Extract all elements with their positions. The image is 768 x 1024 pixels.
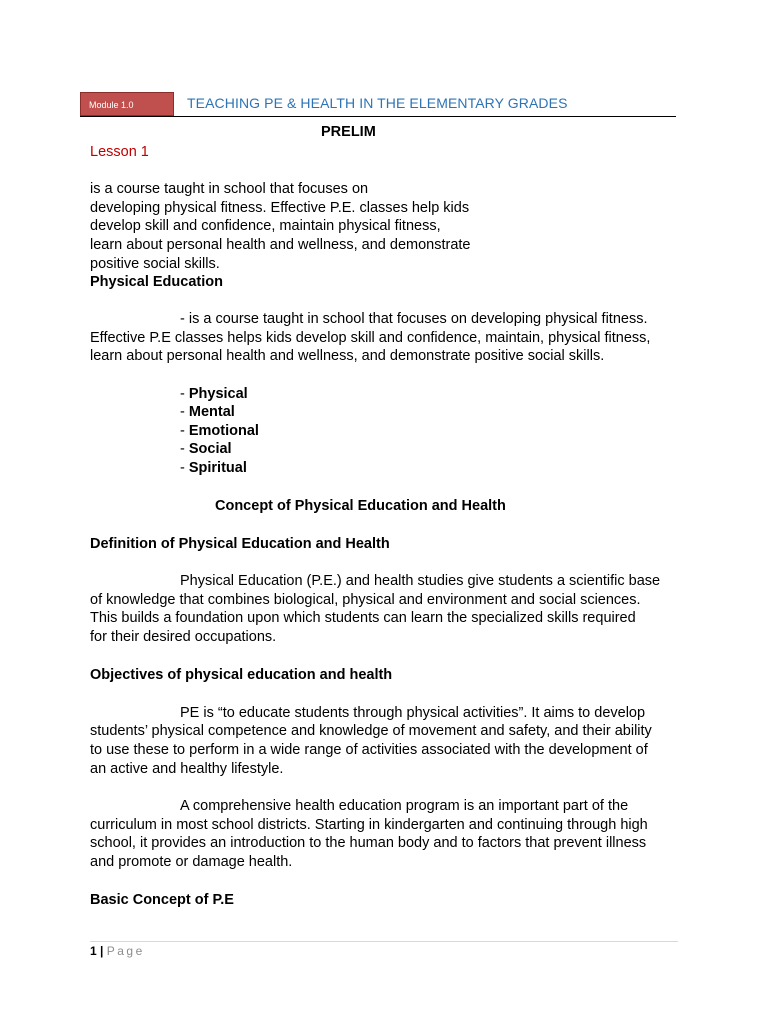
pe-def-line: learn about personal health and wellness, and demonstrate positive social skills.: [90, 348, 605, 364]
objectives-line: school, it provides an introduction to the human body and to factors that prevent illness: [90, 835, 647, 851]
page-number: 1: [90, 944, 97, 958]
page-header: [80, 92, 676, 118]
list-item: - Emotional: [180, 423, 259, 439]
intro-line: develop skill and confidence, maintain physical fitness,: [90, 218, 441, 234]
pe-def-line: Effective P.E classes helps kids develop skill and confidence, maintain, physical fitness,: [90, 330, 651, 346]
definition-line: Physical Education (P.E.) and health studies give students a scientific base: [180, 573, 661, 589]
definition-line: This builds a foundation upon which students can learn the specialized skills required: [90, 610, 636, 626]
intro-line: learn about personal health and wellness, and demonstrate: [90, 237, 471, 253]
definition-line: of knowledge that combines biological, physical and environment and social sciences.: [90, 592, 641, 608]
page-footer: [90, 944, 145, 958]
basic-concept-heading: Basic Concept of P.E: [90, 892, 234, 908]
list-item: - Spiritual: [180, 460, 247, 476]
definition-line: for their desired occupations.: [90, 629, 277, 645]
page-separator: |: [96, 944, 107, 958]
objectives-line: students’ physical competence and knowledge of movement and safety, and their ability: [90, 723, 652, 739]
intro-line: positive social skills.: [90, 256, 220, 272]
pe-def-line: - is a course taught in school that focuses on developing physical fitness.: [180, 311, 648, 327]
list-item: - Social: [180, 441, 232, 457]
objectives-line: to use these to perform in a wide range of activities associated with the development of: [90, 742, 648, 758]
objectives-line: A comprehensive health education program is an important part of the: [180, 798, 629, 814]
course-title: TEACHING PE & HEALTH IN THE ELEMENTARY GRADES: [187, 95, 568, 111]
objectives-heading: Objectives of physical education and health: [90, 667, 393, 683]
objectives-line: an active and healthy lifestyle.: [90, 761, 284, 777]
intro-line: developing physical fitness. Effective P.E. classes help kids: [90, 200, 470, 216]
list-item: - Physical: [180, 386, 248, 402]
list-item: - Mental: [180, 404, 235, 420]
prelim-heading: PRELIM: [321, 124, 376, 140]
pe-heading: Physical Education: [90, 274, 223, 290]
page-label: Page: [106, 944, 145, 958]
concept-heading: Concept of Physical Education and Health: [215, 498, 506, 514]
objectives-line: curriculum in most school districts. Starting in kindergarten and continuing through high: [90, 817, 648, 833]
objectives-line: and promote or damage health.: [90, 854, 293, 870]
lesson-label: Lesson 1: [90, 144, 149, 160]
header-divider: [80, 116, 676, 117]
definition-heading: Definition of Physical Education and Health: [90, 536, 390, 552]
intro-line: is a course taught in school that focuses on: [90, 181, 369, 197]
footer-divider: [90, 941, 678, 942]
module-label: Module 1.0: [80, 92, 174, 116]
objectives-line: PE is “to educate students through physical activities”. It aims to develop: [180, 705, 646, 721]
